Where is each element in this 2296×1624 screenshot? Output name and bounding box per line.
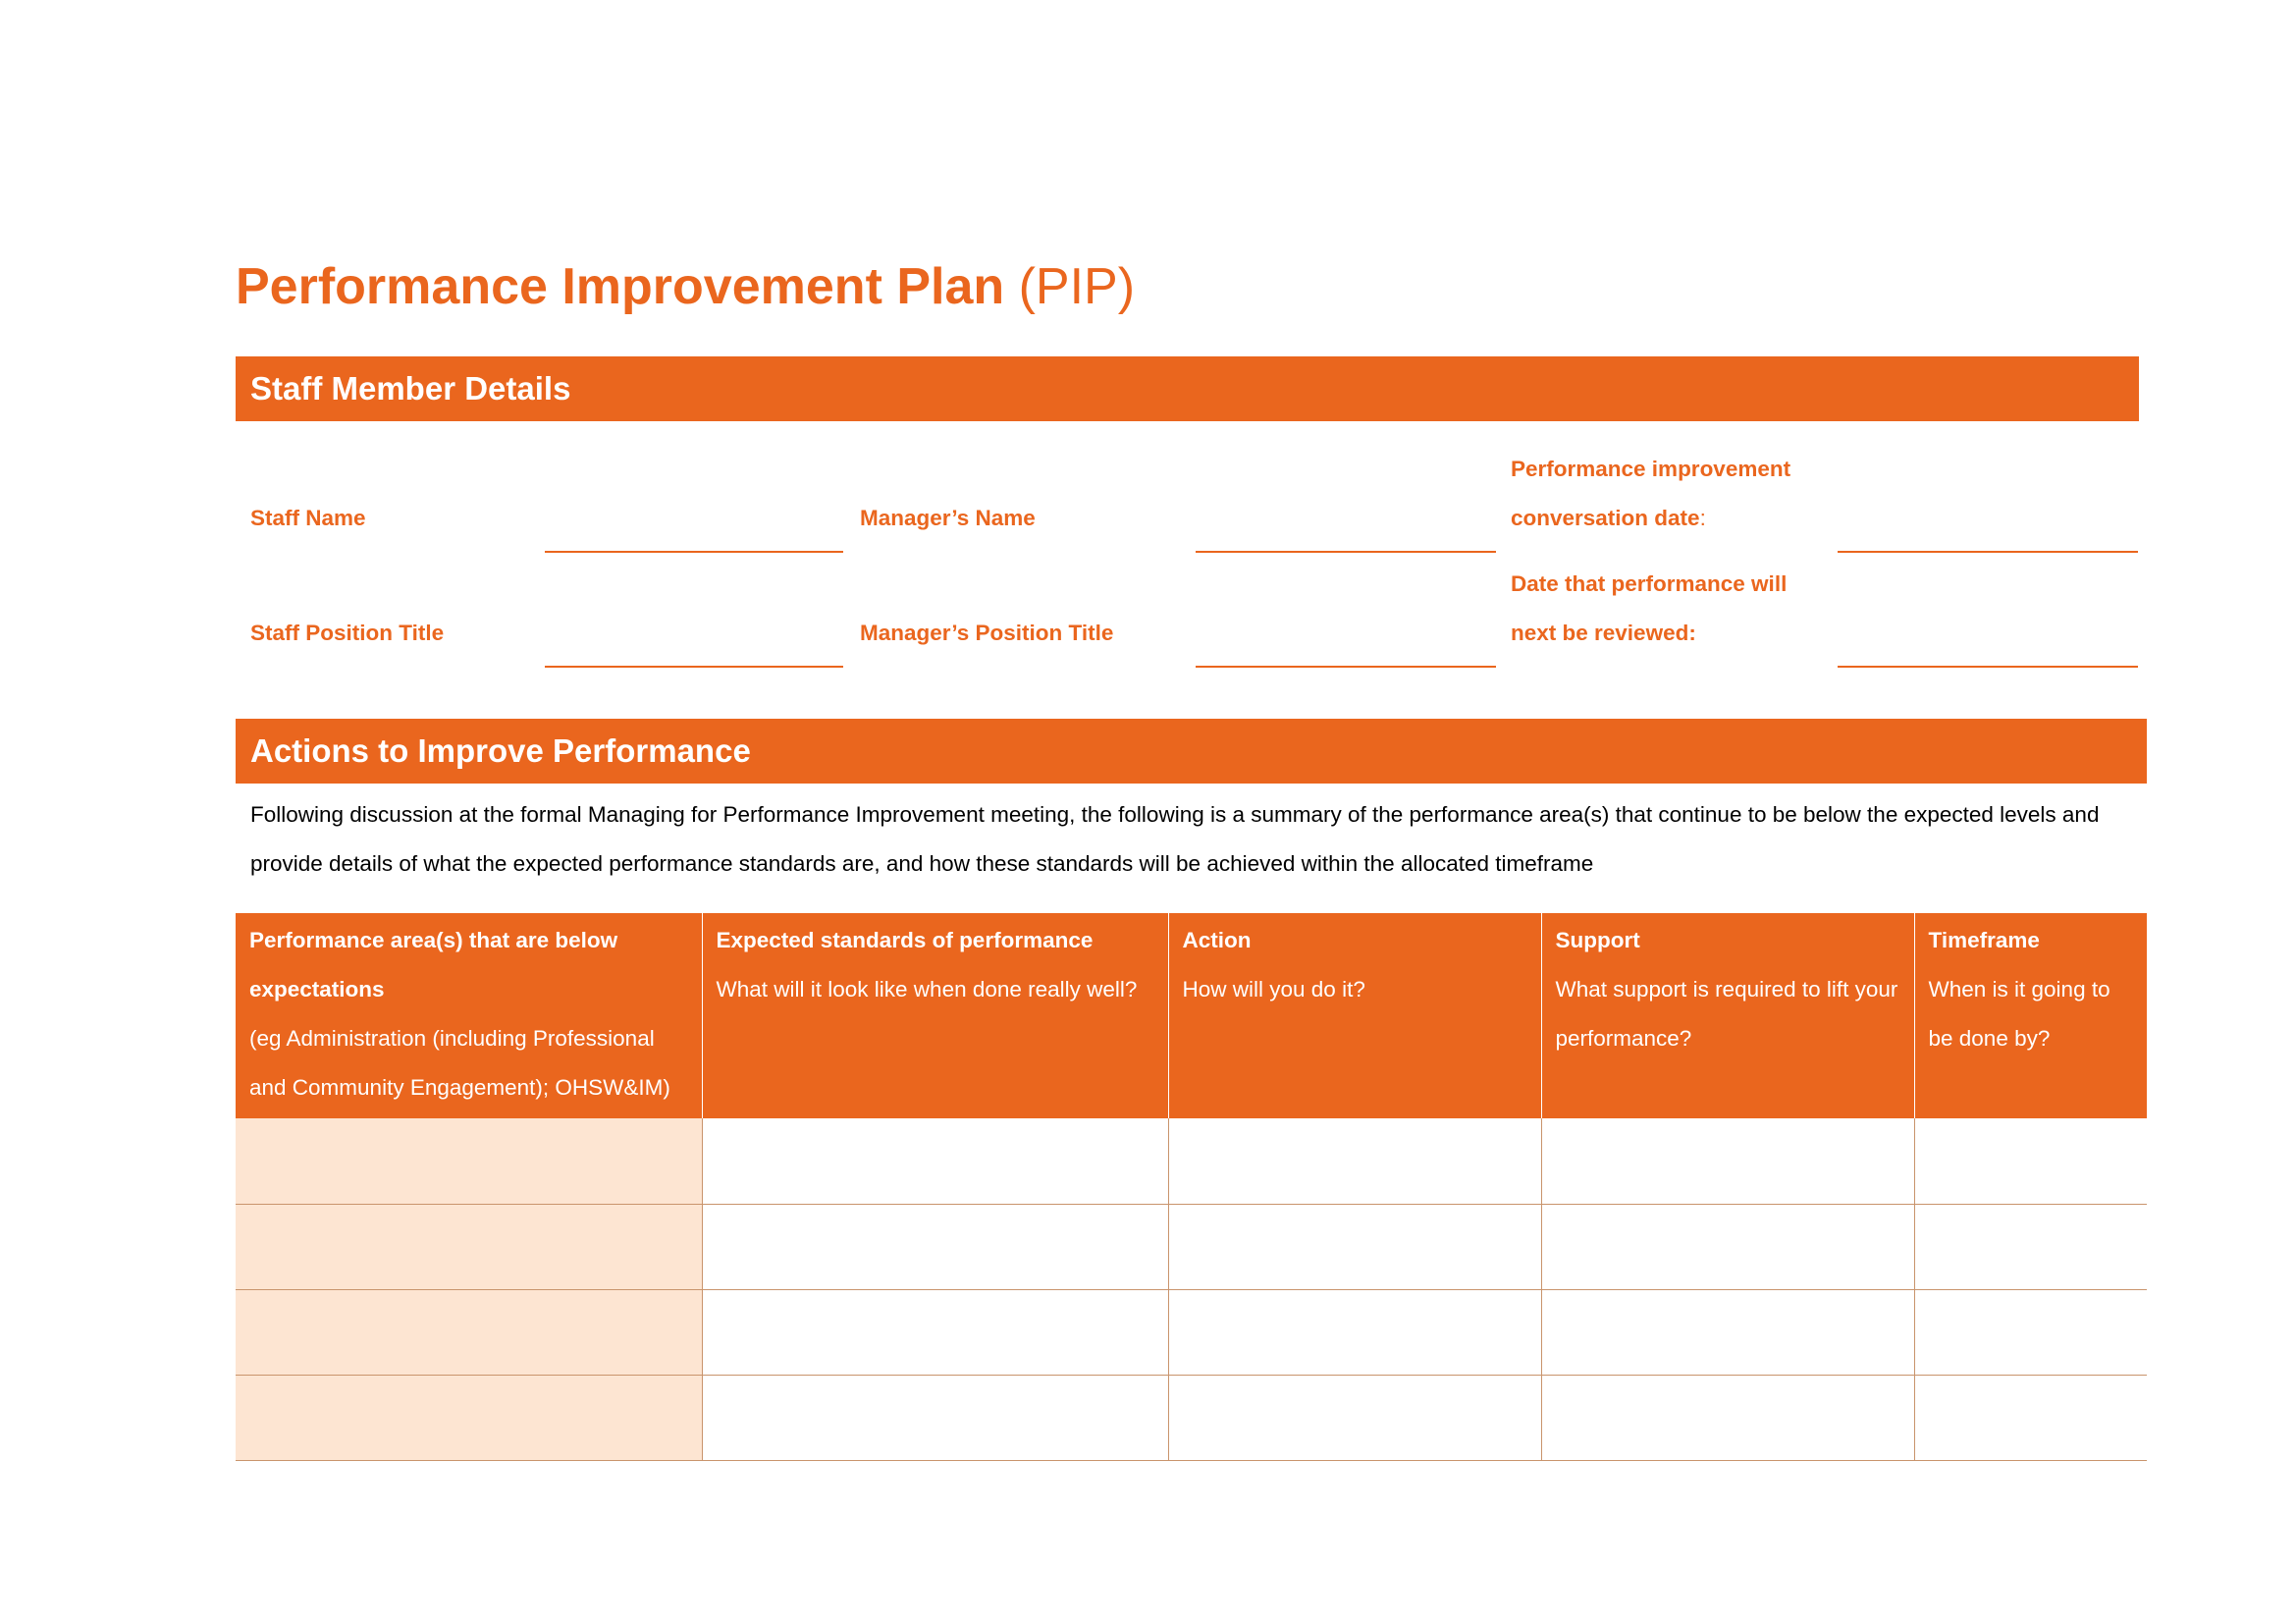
action-cell[interactable] (1168, 1375, 1541, 1460)
conversation-date-label-text: conversation date (1511, 506, 1700, 530)
support-cell[interactable] (1541, 1375, 1914, 1460)
column-subtitle: What will it look like when done really well? (716, 977, 1138, 1001)
manager-position-field[interactable] (1196, 666, 1496, 668)
column-title: Support (1555, 928, 1640, 952)
column-subtitle: (eg Administration (including Professional and Community Engagement); OHSW&IM) (249, 1026, 670, 1100)
expected-standards-cell[interactable] (702, 1118, 1168, 1204)
timeframe-cell[interactable] (1914, 1118, 2147, 1204)
page-title-main: Performance Improvement Plan (236, 258, 1005, 315)
column-title: Timeframe (1928, 928, 2040, 952)
column-header-action (1168, 913, 1541, 1118)
staff-position-label: Staff Position Title (250, 621, 445, 645)
review-date-label-line2: next be reviewed: (1511, 621, 1696, 645)
actions-intro-text: Following discussion at the formal Managing for Performance Improvement meeting, the following is a summary of the performance area(s) that continue to be below the expected levels and provide details of what the expected performance standards are, and how these standards will be achieved within the allocated timeframe (250, 802, 2100, 876)
support-cell[interactable] (1541, 1289, 1914, 1375)
action-cell[interactable] (1168, 1204, 1541, 1289)
actions-table-body (236, 1118, 2147, 1460)
action-cell[interactable] (1168, 1289, 1541, 1375)
column-subtitle: When is it going to be done by? (1928, 977, 2110, 1051)
timeframe-cell[interactable] (1914, 1289, 2147, 1375)
actions-table-header-row (236, 913, 2147, 1118)
review-date-field[interactable] (1838, 666, 2138, 668)
manager-name-field[interactable] (1196, 551, 1496, 553)
performance-area-cell[interactable] (236, 1118, 702, 1204)
manager-position-label: Manager’s Position Title (860, 621, 1114, 645)
conversation-date-label-line1: Performance improvement (1511, 457, 1791, 481)
actions-heading-text: Actions to Improve Performance (250, 732, 751, 769)
expected-standards-cell[interactable] (702, 1204, 1168, 1289)
conversation-date-label-colon: : (1699, 506, 1706, 530)
action-cell[interactable] (1168, 1118, 1541, 1204)
table-row (236, 1204, 2147, 1289)
page-title (236, 257, 1135, 316)
staff-details-heading-text: Staff Member Details (250, 370, 571, 406)
column-header-support (1541, 913, 1914, 1118)
manager-name-label: Manager’s Name (860, 506, 1036, 530)
column-title: Expected standards of performance (716, 928, 1094, 952)
staff-position-field[interactable] (545, 666, 843, 668)
performance-area-cell[interactable] (236, 1375, 702, 1460)
timeframe-cell[interactable] (1914, 1204, 2147, 1289)
column-subtitle: How will you do it? (1182, 977, 1365, 1001)
support-cell[interactable] (1541, 1204, 1914, 1289)
actions-heading (236, 719, 2147, 784)
actions-table (236, 913, 2147, 1461)
staff-details-heading (236, 356, 2139, 421)
expected-standards-cell[interactable] (702, 1375, 1168, 1460)
review-date-label-line1: Date that performance will (1511, 571, 1788, 596)
column-title: Action (1182, 928, 1252, 952)
performance-area-cell[interactable] (236, 1204, 702, 1289)
column-header-performance-area (236, 913, 702, 1118)
conversation-date-label-line2 (1511, 494, 1706, 543)
support-cell[interactable] (1541, 1118, 1914, 1204)
performance-area-cell[interactable] (236, 1289, 702, 1375)
conversation-date-field[interactable] (1838, 551, 2138, 553)
timeframe-cell[interactable] (1914, 1375, 2147, 1460)
column-header-timeframe (1914, 913, 2147, 1118)
staff-name-field[interactable] (545, 551, 843, 553)
table-row (236, 1375, 2147, 1460)
page-title-suffix: (PIP) (1004, 258, 1136, 315)
table-row (236, 1118, 2147, 1204)
table-row (236, 1289, 2147, 1375)
column-header-expected-standards (702, 913, 1168, 1118)
column-subtitle: What support is required to lift your performance? (1555, 977, 1898, 1051)
staff-name-label: Staff Name (250, 506, 366, 530)
column-title: Performance area(s) that are below expectations (249, 928, 618, 1001)
expected-standards-cell[interactable] (702, 1289, 1168, 1375)
